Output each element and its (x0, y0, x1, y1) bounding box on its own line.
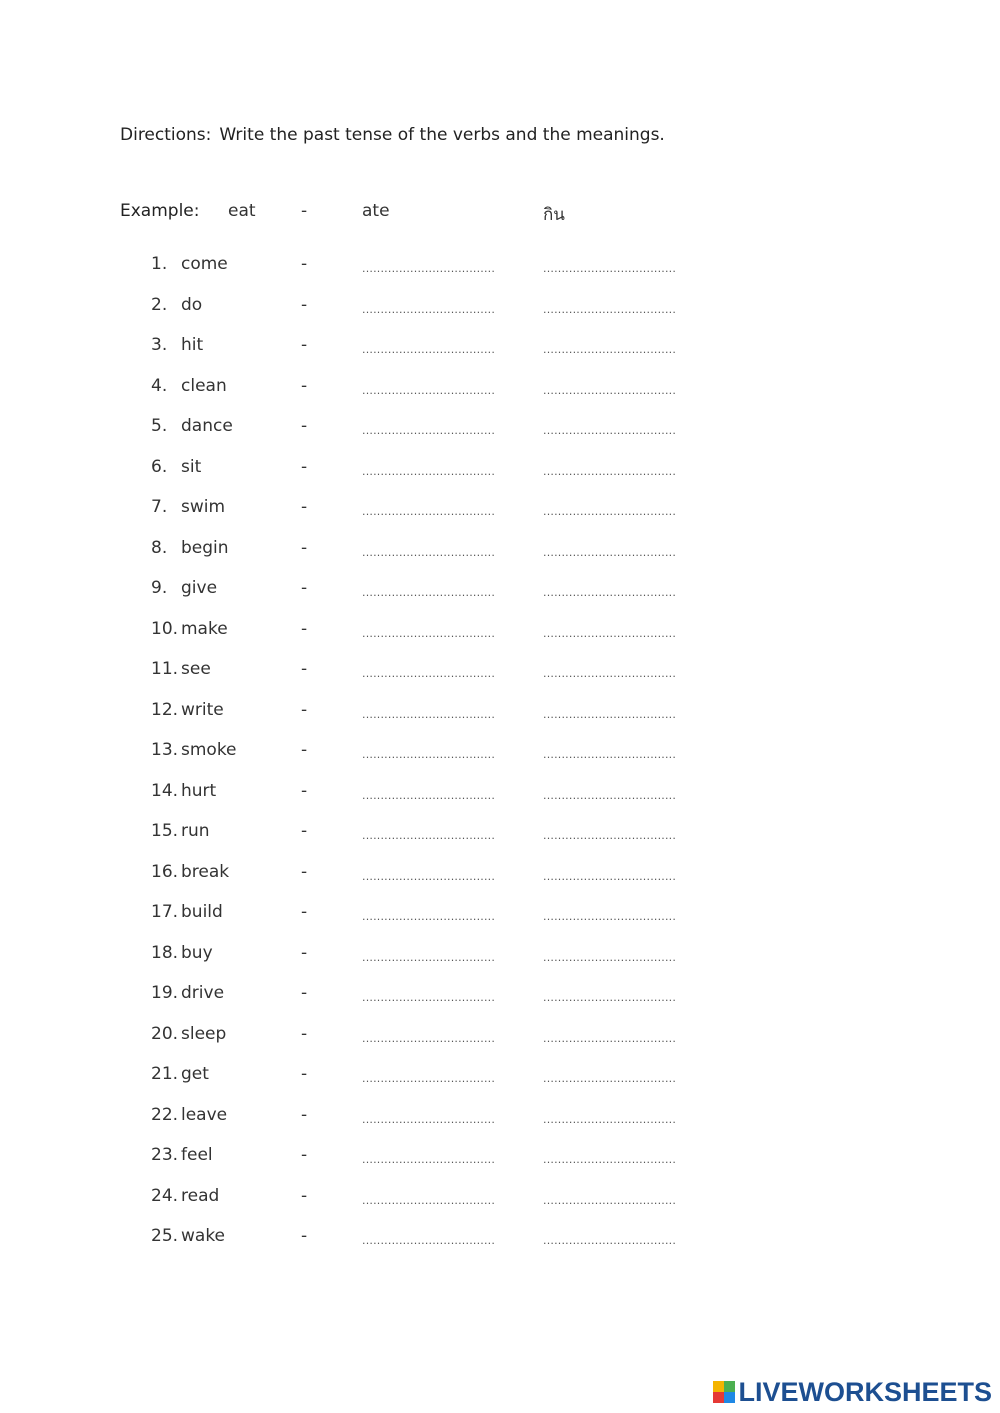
past-tense-blank[interactable]: .................................... (362, 991, 496, 1004)
item-verb: clean (181, 375, 227, 396)
item-number: 8. (151, 537, 168, 558)
meaning-blank[interactable]: .................................... (543, 626, 677, 640)
past-tense-blank[interactable]: .................................... (362, 1072, 496, 1085)
item-dash: - (301, 335, 308, 355)
item-verb: see (181, 659, 211, 679)
meaning-blank[interactable]: .................................... (543, 424, 677, 437)
past-tense-blank[interactable]: .................................... (362, 464, 496, 478)
meaning-blank[interactable]: .................................... (543, 829, 677, 842)
liveworksheets-logo-icon (713, 1381, 735, 1403)
item-number: 23. (151, 1145, 179, 1165)
past-tense-blank[interactable]: .................................... (362, 302, 496, 316)
meaning-blank[interactable]: .................................... (543, 1234, 677, 1247)
item-verb: sleep (181, 1023, 227, 1044)
item-number: 18. (151, 942, 179, 963)
item-verb: dance (181, 416, 233, 436)
item-dash: - (301, 416, 308, 436)
item-verb: hit (181, 335, 204, 355)
item-number: 19. (151, 983, 179, 1003)
item-dash: - (301, 1226, 308, 1246)
verb-row (0, 497, 1000, 538)
verb-row (0, 983, 1000, 1024)
item-verb: get (181, 1064, 209, 1084)
directions-text: Write the past tense of the verbs and the meanings. (219, 125, 665, 145)
item-number: 6. (151, 456, 168, 477)
meaning-blank[interactable]: .................................... (543, 343, 677, 356)
example-past-tense: ate (362, 201, 390, 221)
item-verb: begin (181, 537, 229, 558)
meaning-blank[interactable]: .................................... (543, 910, 677, 923)
verb-row (0, 619, 1000, 660)
verb-row (0, 781, 1000, 822)
item-number: 24. (151, 1185, 179, 1206)
example-dash: - (301, 201, 308, 221)
item-verb: make (181, 618, 228, 639)
verb-row (0, 902, 1000, 943)
meaning-blank[interactable]: .................................... (543, 748, 677, 761)
verb-row (0, 1145, 1000, 1186)
item-verb: smoke (181, 740, 237, 760)
brand-footer (713, 1377, 992, 1407)
verb-row (0, 457, 1000, 498)
item-number: 22. (151, 1104, 179, 1125)
verb-row (0, 295, 1000, 336)
directions-label: Directions: (120, 125, 212, 145)
past-tense-blank[interactable]: .................................... (362, 788, 496, 802)
item-number: 15. (151, 821, 179, 841)
meaning-blank[interactable]: .................................... (543, 383, 677, 397)
item-dash: - (301, 578, 308, 598)
verb-row (0, 862, 1000, 903)
past-tense-blank[interactable]: .................................... (362, 1112, 496, 1126)
item-verb: hurt (181, 780, 217, 801)
item-verb: swim (181, 497, 226, 517)
meaning-blank[interactable]: .................................... (543, 1031, 677, 1045)
verb-row (0, 335, 1000, 376)
verb-row (0, 1024, 1000, 1065)
item-verb: give (181, 578, 218, 598)
meaning-blank[interactable]: .................................... (543, 1072, 677, 1085)
meaning-blank[interactable]: .................................... (543, 302, 677, 316)
item-number: 4. (151, 375, 168, 396)
item-number: 25. (151, 1226, 179, 1246)
verb-row (0, 943, 1000, 984)
item-number: 3. (151, 335, 168, 355)
item-dash: - (301, 740, 308, 760)
verb-row (0, 1064, 1000, 1105)
past-tense-blank[interactable]: .................................... (362, 424, 496, 437)
meaning-blank[interactable]: .................................... (543, 788, 677, 802)
logo-square-yellow (713, 1381, 724, 1392)
past-tense-blank[interactable]: .................................... (362, 1193, 496, 1207)
logo-square-blue (724, 1392, 735, 1403)
item-dash: - (301, 1023, 308, 1044)
brand-name: LIVEWORKSHEETS (738, 1376, 992, 1407)
item-number: 10. (151, 618, 179, 639)
meaning-blank[interactable]: .................................... (543, 1193, 677, 1207)
past-tense-blank[interactable]: .................................... (362, 262, 496, 275)
item-dash: - (301, 537, 308, 558)
item-dash: - (301, 294, 308, 315)
verb-row (0, 416, 1000, 457)
example-row (120, 201, 720, 227)
meaning-blank[interactable]: .................................... (543, 586, 677, 599)
item-number: 16. (151, 861, 179, 882)
meaning-blank[interactable]: .................................... (543, 545, 677, 559)
past-tense-blank[interactable]: .................................... (362, 1153, 496, 1166)
past-tense-blank[interactable]: .................................... (362, 343, 496, 356)
item-verb: buy (181, 942, 213, 963)
verb-row (0, 1105, 1000, 1146)
item-dash: - (301, 821, 308, 841)
item-dash: - (301, 254, 308, 274)
item-verb: sit (181, 456, 202, 477)
item-number: 2. (151, 294, 168, 315)
example-label: Example: (120, 201, 200, 221)
past-tense-blank[interactable]: .................................... (362, 545, 496, 559)
item-dash: - (301, 699, 308, 720)
item-dash: - (301, 902, 308, 922)
item-dash: - (301, 983, 308, 1003)
past-tense-blank[interactable]: .................................... (362, 505, 496, 518)
item-number: 5. (151, 416, 168, 436)
verb-row (0, 376, 1000, 417)
meaning-blank[interactable]: .................................... (543, 464, 677, 478)
item-verb: feel (181, 1145, 213, 1165)
past-tense-blank[interactable]: .................................... (362, 910, 496, 923)
item-dash: - (301, 1104, 308, 1125)
item-verb: run (181, 821, 210, 841)
item-verb: wake (181, 1226, 226, 1246)
item-number: 9. (151, 578, 168, 598)
item-dash: - (301, 375, 308, 396)
verb-row (0, 1226, 1000, 1267)
item-dash: - (301, 1145, 308, 1165)
item-dash: - (301, 497, 308, 517)
item-verb: read (181, 1185, 220, 1206)
past-tense-blank[interactable]: .................................... (362, 1031, 496, 1045)
item-dash: - (301, 942, 308, 963)
item-verb: do (181, 294, 203, 315)
past-tense-blank[interactable]: .................................... (362, 869, 496, 883)
item-number: 11. (151, 659, 179, 679)
verb-row (0, 821, 1000, 862)
logo-square-green (724, 1381, 735, 1392)
verb-list (0, 254, 1000, 1267)
past-tense-blank[interactable]: .................................... (362, 383, 496, 397)
item-number: 1. (151, 254, 168, 274)
item-dash: - (301, 456, 308, 477)
item-number: 17. (151, 902, 179, 922)
verb-row (0, 1186, 1000, 1227)
item-verb: write (181, 699, 224, 720)
item-verb: build (181, 902, 223, 922)
item-dash: - (301, 780, 308, 801)
item-verb: come (181, 254, 228, 274)
directions (120, 125, 665, 145)
item-dash: - (301, 659, 308, 679)
example-verb: eat (228, 201, 256, 221)
verb-row (0, 578, 1000, 619)
past-tense-blank[interactable]: .................................... (362, 586, 496, 599)
meaning-blank[interactable]: .................................... (543, 262, 677, 275)
item-number: 14. (151, 780, 179, 801)
meaning-blank[interactable]: .................................... (543, 707, 677, 721)
item-verb: break (181, 861, 230, 882)
item-verb: drive (181, 983, 225, 1003)
meaning-blank[interactable]: .................................... (543, 950, 677, 964)
meaning-blank[interactable]: .................................... (543, 505, 677, 518)
item-dash: - (301, 1185, 308, 1206)
logo-square-red (713, 1392, 724, 1403)
meaning-blank[interactable]: .................................... (543, 1112, 677, 1126)
item-number: 21. (151, 1064, 179, 1084)
past-tense-blank[interactable]: .................................... (362, 626, 496, 640)
verb-row (0, 740, 1000, 781)
past-tense-blank[interactable]: .................................... (362, 950, 496, 964)
item-number: 12. (151, 699, 179, 720)
item-dash: - (301, 618, 308, 639)
item-dash: - (301, 861, 308, 882)
item-number: 7. (151, 497, 168, 517)
meaning-blank[interactable]: .................................... (543, 667, 677, 680)
item-dash: - (301, 1064, 308, 1084)
past-tense-blank[interactable]: .................................... (362, 748, 496, 761)
item-verb: leave (181, 1104, 228, 1125)
verb-row (0, 254, 1000, 295)
meaning-blank[interactable]: .................................... (543, 1153, 677, 1166)
past-tense-blank[interactable]: .................................... (362, 667, 496, 680)
verb-row (0, 538, 1000, 579)
item-number: 20. (151, 1023, 179, 1044)
example-meaning: กิน (543, 205, 565, 225)
meaning-blank[interactable]: .................................... (543, 991, 677, 1004)
verb-row (0, 700, 1000, 741)
verb-row (0, 659, 1000, 700)
past-tense-blank[interactable]: .................................... (362, 829, 496, 842)
meaning-blank[interactable]: .................................... (543, 869, 677, 883)
item-number: 13. (151, 740, 179, 760)
past-tense-blank[interactable]: .................................... (362, 1234, 496, 1247)
past-tense-blank[interactable]: .................................... (362, 707, 496, 721)
